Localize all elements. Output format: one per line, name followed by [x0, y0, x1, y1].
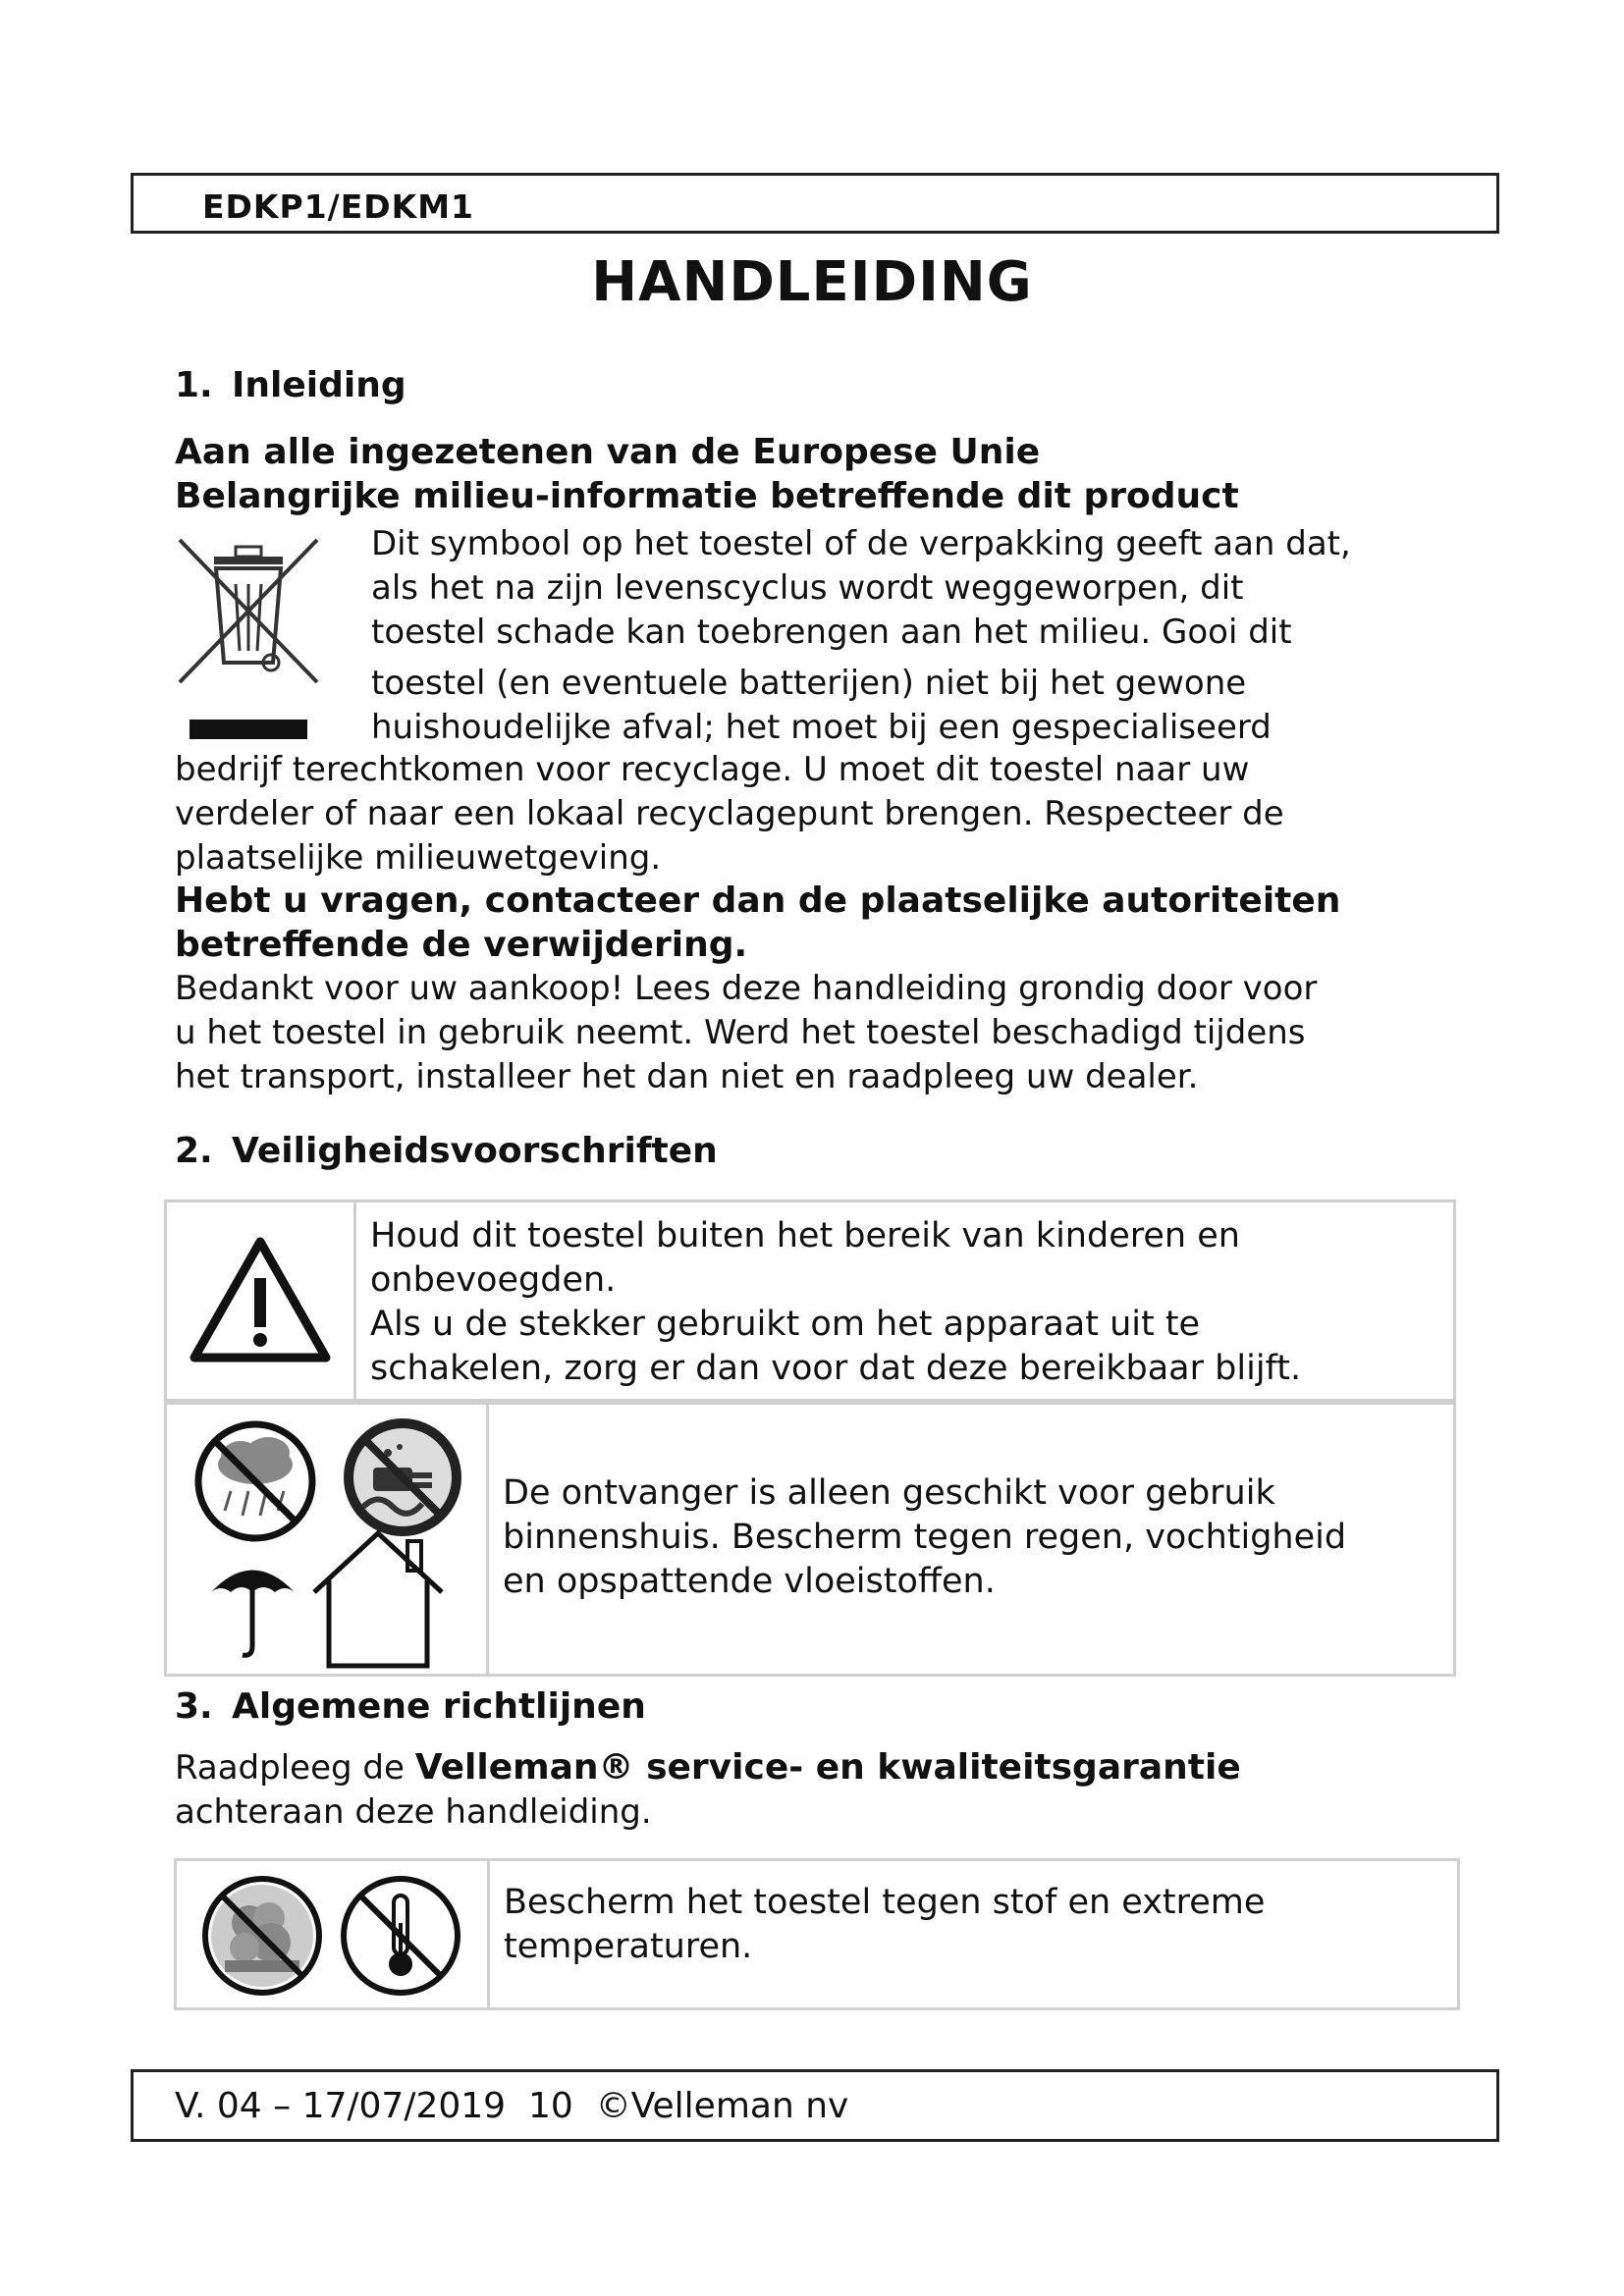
dust-temp-line: Bescherm het toestel tegen stof en extreme: [504, 1883, 1266, 1922]
indoor-text-cell: [488, 1401, 1455, 1676]
weee-text-full: [175, 748, 1284, 881]
weee-line: als het na zijn levenscyclus wordt weggeworpen, dit: [371, 568, 1244, 608]
environment-info-line: Belangrijke milieu-informatie betreffende dit product: [175, 476, 1239, 516]
dust-temp-table: [174, 1858, 1460, 2010]
weee-bin-icon: [175, 535, 322, 741]
guarantee-text: [175, 1745, 1241, 1835]
section-3-number: 3.: [175, 1686, 213, 1727]
header-box: [131, 173, 1499, 234]
no-liquid-splash-icon: [339, 1414, 466, 1541]
section-1-number: 1.: [175, 365, 213, 405]
footer-page-number: 10: [527, 2086, 573, 2126]
dust-temp-text-cell: [489, 1860, 1459, 2009]
model-number: EDKP1/EDKM1: [202, 187, 475, 226]
footer-box: [131, 2069, 1499, 2142]
warning-line: onbevoegden.: [370, 1259, 617, 1300]
no-rain-icon: [191, 1417, 319, 1545]
indoor-icons-cell: [166, 1401, 488, 1676]
warning-text: [356, 1206, 1453, 1399]
no-dust-icon: [200, 1874, 324, 1998]
section-2-number: 2.: [175, 1131, 213, 1171]
indoor-line: en opspattende vloeistoffen.: [503, 1562, 996, 1601]
weee-line: huishoudelijke afval; het moet bij een gespecialiseerd: [371, 708, 1272, 747]
weee-line: Dit symbool op het toestel of de verpakking geeft aan dat,: [371, 524, 1351, 563]
umbrella-icon: [206, 1553, 299, 1661]
section-2-title: Veiligheidsvoorschriften: [232, 1131, 718, 1171]
footer-dash: –: [273, 2086, 292, 2126]
indoor-text: [489, 1464, 1453, 1612]
weee-full-line: verdeler of naar een lokaal recyclagepunt brengen. Respecteer de: [175, 794, 1284, 833]
guarantee-prefix: Raadpleeg de: [175, 1748, 415, 1788]
warning-line: Houd dit toestel buiten het bereik van kinderen en: [370, 1215, 1240, 1255]
guarantee-line-2: achteraan deze handleiding.: [175, 1792, 652, 1832]
section-3-heading: [175, 1686, 646, 1727]
warning-line: schakelen, zorg er dan voor dat deze bereikbaar blijft.: [370, 1348, 1302, 1388]
footer-text: [175, 2086, 848, 2126]
indoor-icons: [167, 1406, 486, 1671]
questions-line: betreffende de verwijdering.: [175, 925, 748, 965]
footer-copyright: ©Velleman nv: [595, 2086, 849, 2126]
dust-temp-icons: [177, 1866, 487, 2003]
thanks-line: u het toestel in gebruik neemt. Werd het toestel beschadigd tijdens: [175, 1013, 1306, 1052]
warning-triangle-icon: [187, 1234, 334, 1366]
section-1-heading: [175, 365, 406, 405]
weee-full-line: bedrijf terechtkomen voor recyclage. U moet dit toestel naar uw: [175, 750, 1250, 789]
section-2-heading: [175, 1131, 718, 1171]
weee-text-wrapped: [371, 522, 1351, 750]
warning-text-cell: [355, 1201, 1455, 1404]
indoor-line: binnenshuis. Bescherm tegen regen, vochtigheid: [503, 1518, 1347, 1557]
thanks-text: [175, 967, 1317, 1099]
dust-temp-text: [490, 1861, 1457, 1977]
page-title: HANDLEIDING: [591, 250, 1033, 314]
questions-line: Hebt u vragen, contacteer dan de plaatselijke autoriteiten: [175, 881, 1341, 921]
guarantee-line-1: [175, 1745, 1241, 1790]
dust-temp-line: temperaturen.: [504, 1927, 753, 1966]
indoor-line: De ontvanger is alleen geschikt voor gebruik: [503, 1473, 1275, 1513]
eu-residents-line: Aan alle ingezetenen van de Europese Unie: [175, 432, 1041, 472]
guarantee-bold: Velleman® service- en kwaliteitsgarantie: [414, 1747, 1241, 1788]
dust-temp-icons-cell: [176, 1860, 489, 2009]
thanks-line: het transport, installeer het dan niet en raadpleeg uw dealer.: [175, 1057, 1199, 1096]
questions-text: [175, 879, 1340, 967]
safety-table-row-1: [164, 1200, 1456, 1405]
footer-version: V. 04: [175, 2086, 262, 2126]
footer-date: 17/07/2019: [301, 2086, 507, 2126]
no-extreme-temperature-icon: [339, 1874, 462, 1998]
weee-line: toestel schade kan toebrengen aan het milieu. Gooi dit: [371, 613, 1292, 652]
thanks-line: Bedankt voor uw aankoop! Lees deze handleiding grondig door voor: [175, 969, 1318, 1008]
indoor-house-icon: [304, 1523, 452, 1671]
safety-table-row-2: [164, 1399, 1456, 1677]
section-3-title: Algemene richtlijnen: [232, 1686, 646, 1727]
weee-line: toestel (en eventuele batterijen) niet bij het gewone: [371, 664, 1247, 703]
warning-cell: [166, 1201, 355, 1404]
weee-full-line: plaatselijke milieuwetgeving.: [175, 838, 662, 878]
warning-line: Als u de stekker gebruikt om het apparaat uit te: [370, 1304, 1201, 1344]
section-1-title: Inleiding: [232, 365, 406, 405]
